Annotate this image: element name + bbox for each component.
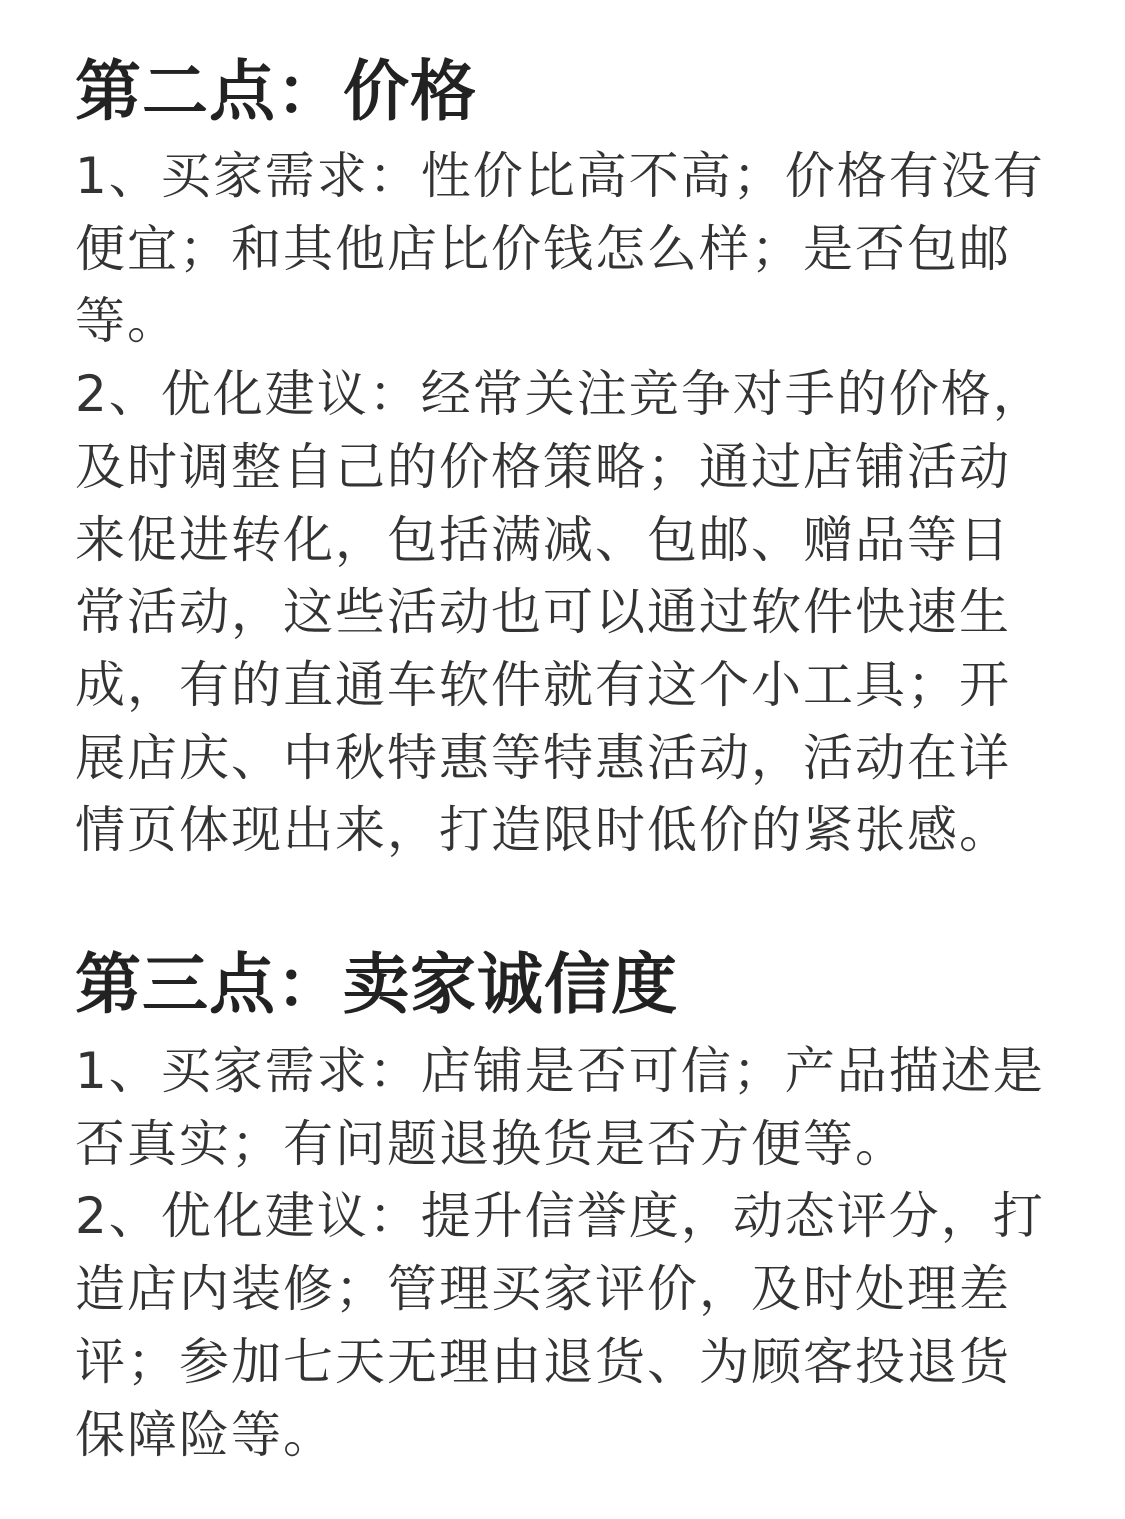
text-line: 评；参加七天无理由退货、为顾客投退货 [75,1332,1011,1391]
text-line: 常活动，这些活动也可以通过软件快速生 [75,583,1011,642]
section-price [75,0,1075,867]
text-line: 及时调整自己的价格策略；通过店铺活动 [75,437,1011,496]
text-line: 2、优化建议：提升信誉度，动态评分，打 [75,1187,1045,1246]
text-line: 1、买家需求：性价比高不高；价格有没有 [75,147,1045,205]
section-title-price: 第二点：价格 [75,53,477,130]
text-line: 成，有的直通车软件就有这个小工具；开 [75,655,1011,714]
paragraph-buyer-needs [75,140,1075,358]
text-line: 来促进转化，包括满减、包邮、赠品等日 [75,510,1011,569]
section-seller-credibility [75,867,1075,1471]
text-line: 情页体现出来，打造限时低价的紧张感。 [75,801,1011,860]
text-line: 等。 [75,292,179,351]
text-line: 便宜；和其他店比价钱怎么样；是否包邮 [75,219,1011,278]
text-line: 否真实；有问题退换货是否方便等。 [75,1114,907,1173]
document [75,0,1075,1471]
paragraph-buyer-needs [75,1035,1075,1180]
paragraph-optimization-advice [75,1180,1075,1471]
text-line: 展店庆、中秋特惠等特惠活动，活动在详 [75,728,1011,787]
text-line: 1、买家需求：店铺是否可信；产品描述是 [75,1042,1045,1101]
text-line: 保障险等。 [75,1405,335,1464]
text-line: 2、优化建议：经常关注竞争对手的价格， [75,365,1045,424]
text-line: 造店内装修；管理买家评价，及时处理差 [75,1260,1011,1319]
section-title-seller-credibility: 第三点：卖家诚信度 [75,946,678,1024]
paragraph-optimization-advice [75,358,1075,867]
